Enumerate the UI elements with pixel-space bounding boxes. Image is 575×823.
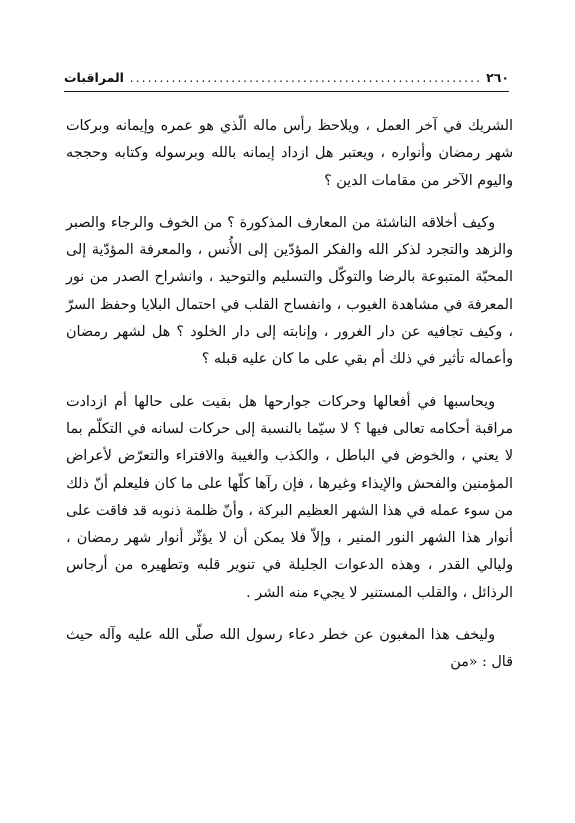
header-dot-leader [128, 70, 482, 85]
page-number: ٢٦٠ [486, 70, 509, 85]
paragraph-1: الشريك في آخر العمل ، ويلاحظ رأس ماله الّذي هو عمره وإيمانه وبركات شهر رمضان وأنواره ، ويعتبر هل ازداد إيمانه بالله وبرسوله وكتابه وحججه واليوم الآخر من مقامات الدين ؟ [66, 118, 513, 189]
paragraph-4: وليخف هذا المغبون عن خطر دعاء رسول الله صلّى الله عليه وآله حيث قال : «من [66, 627, 513, 671]
body-text [66, 113, 513, 677]
book-title: المراقبات [64, 70, 124, 85]
running-header [64, 56, 509, 92]
paragraph-3: ويحاسبها في أفعالها وحركات جوارحها هل بقيت على حالها أم ازدادت مراقبة أحكامه تعالى فيها ؟ لا سيّما بالنسبة إلى حركات لسانه في التكلّم بما لا يعني ، والخوض في الباطل ، والكذب والغيبة والافتراء والتعرّض لأعراض المؤمنين والفحش والإيذاء وغيرها ، فإن رآها كلّها على ما كان فليعلم أنّ ذلك من سوء عمله في هذا الشهر العظيم البركة ، وأنّ ظلمة ذنوبه قد فاقت على أنوار هذا الشهر النور المنير ، وإلاّ فلا يمكن أن لا يؤثّر أنوار شهر رمضان ، وليالي القدر ، وهذه الدعوات الجليلة في تنوير قلبه وتطهيره من أرجاس الرذائل ، والقلب المستنير لا يجيء منه الشر . [66, 393, 513, 601]
paragraph-2: وكيف أخلاقه الناشئة من المعارف المذكورة ؟ من الخوف والرجاء والصبر والزهد والتجرد لذكر الله والفكر المؤدّين إلى الأُنس ، والمعرفة المؤدّية إلى المحبّة المتبوعة بالرضا والتوكّل والتسليم والتوحيد ، وانشراح الصدر من نور المعرفة في مشاهدة الغيوب ، وانفساح القلب في احتمال البلايا وحفظ السرّ ، وكيف تجافيه عن دار الغرور ، وإنابته إلى دار الخلود ؟ هل لشهر رمضان وأعماله تأثير في ذلك أم بقي على ما كان عليه قبله ؟ [66, 214, 513, 368]
